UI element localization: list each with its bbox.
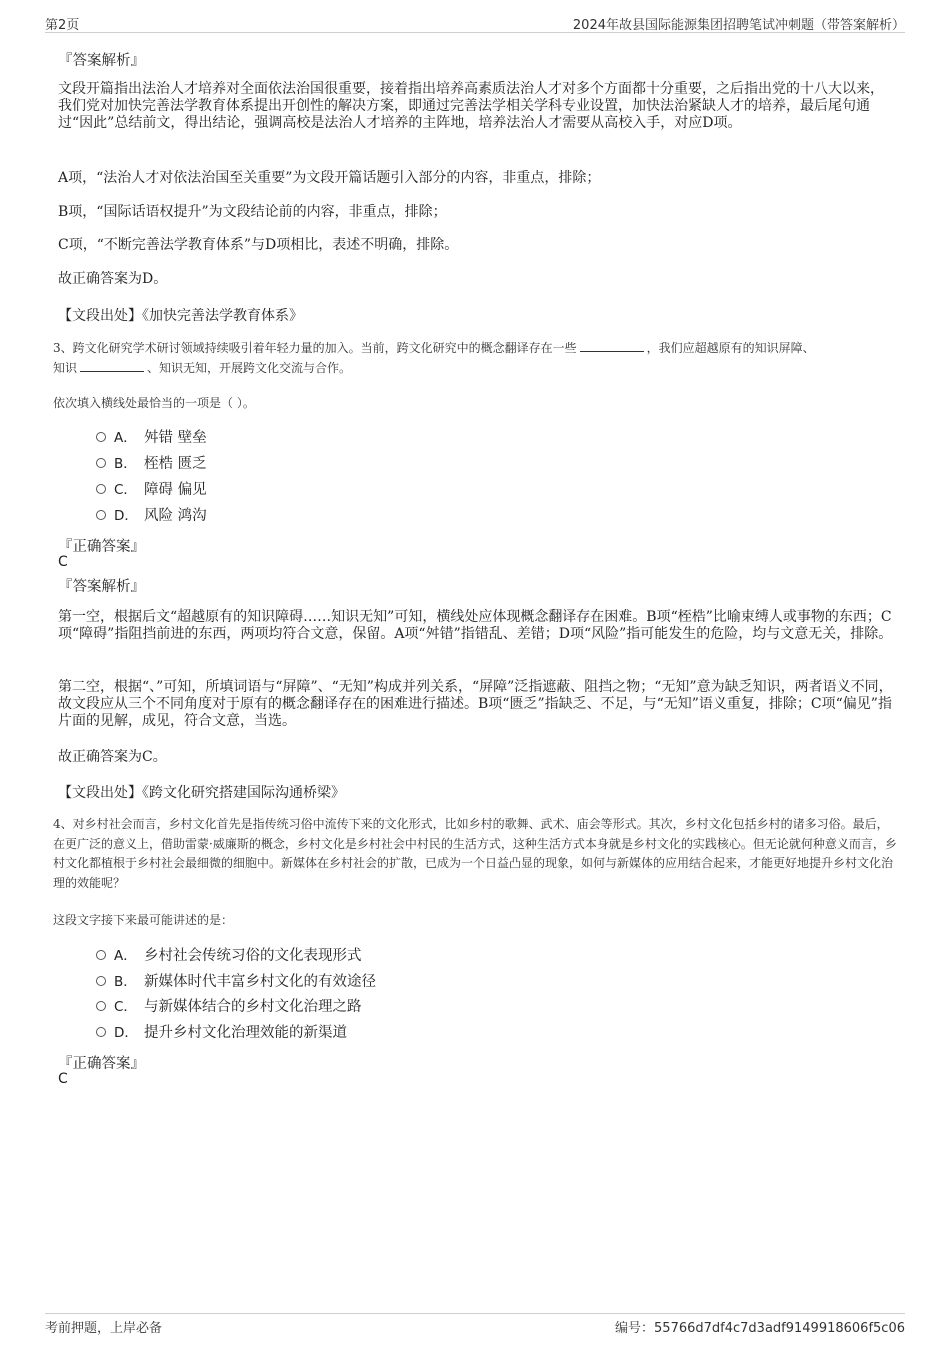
option-d[interactable]: D． 提升乡村文化治理效能的新渠道 (96, 1023, 347, 1043)
question-4-prompt: 这段文字接下来最可能讲述的是： (53, 913, 234, 927)
radio-button[interactable] (96, 432, 106, 442)
analysis-option-a: A项，“法治人才对依法治国至关重要”为文段开篇话题引入部分的内容，非重点，排除； (58, 170, 601, 186)
option-c[interactable]: C． 障碍 偏见 (96, 480, 207, 500)
question-4-stem: 4、对乡村社会而言，乡村文化首先是指传统习俗中流传下来的文化形式，比如乡村的歌舞、武术、庙会等形式。其次，乡村文化包括乡村的诸多习俗。最后，在更广泛的意义上，借助雷蒙·威廉斯的概念，乡村文化是乡村社会中村民的生活方式，这种生活方式本身就是乡村文化的实践核心。但无论就何种意义而言，乡村文化都植根于乡村社会最细微的细胞中。新媒体在乡村社会的扩散，已成为一个日益凸显的现象，如何与新媒体的应用结合起来，才能更好地提升乡村文化治理的效能呢？ (53, 817, 897, 890)
fill-blank (80, 360, 144, 372)
answer-heading: 『正确答案』 (58, 539, 145, 555)
analysis-paragraph: 第一空，根据后文“超越原有的知识障碍……知识无知”可知，横线处应体现概念翻译存在困难。B项“桎梏”比喻束缚人或事物的东西；C项“障碍”指阻挡前进的东西，两项均符合文意，保留。A项“舛错”指错乱、差错；D项“风险”指可能发生的危险，均与文意无关，排除。 (58, 609, 893, 642)
analysis-option-b: B项，“国际话语权提升”为文段结论前的内容，非重点，排除； (58, 204, 447, 220)
option-b[interactable]: B． 新媒体时代丰富乡村文化的有效途径 (96, 972, 376, 992)
page-header (45, 12, 905, 33)
radio-button[interactable] (96, 1027, 106, 1037)
analysis-heading: 『答案解析』 (58, 579, 145, 595)
question-3-stem: 3、跨文化研究学术研讨领域持续吸引着年轻力量的加入。当前，跨文化研究中的概念翻译存在一些 ，我们应超越原有的知识屏障、 知识 、知识无知，开展跨文化交流与合作。 (53, 341, 815, 375)
document-title: 2024年故县国际能源集团招聘笔试冲刺题（带答案解析） (572, 18, 905, 33)
correct-answer: C (58, 1071, 68, 1087)
radio-button[interactable] (96, 458, 106, 468)
question-3-prompt: 依次填入横线处最恰当的一项是（ ）。 (53, 396, 255, 410)
page-number: 第2页 (45, 18, 80, 33)
serial-number: 编号：55766d7df4c7d3adf9149918606f5c06 (615, 1321, 905, 1336)
answer-heading: 『正确答案』 (58, 1056, 145, 1072)
option-d[interactable]: D． 风险 鸿沟 (96, 506, 207, 526)
radio-button[interactable] (96, 950, 106, 960)
conclusion: 故正确答案为C。 (58, 749, 167, 765)
analysis-paragraph: 第二空，根据“、”可知，所填词语与“屏障”、“无知”构成并列关系，“屏障”泛指遮蔽、阻挡之物；“无知”意为缺乏知识，两者语义不同，故文段应从三个不同角度对于原有的概念翻译存在的困难进行描述。B项“匮乏”指缺乏、不足，与“无知”语义重复，排除；C项“偏见”指片面的见解，成见，符合文意，当选。 (58, 679, 893, 729)
passage-source: 【文段出处】《跨文化研究搭建国际沟通桥梁》 (58, 785, 345, 801)
page-footer (45, 1313, 905, 1334)
option-b[interactable]: B． 桎梏 匮乏 (96, 454, 207, 474)
radio-button[interactable] (96, 976, 106, 986)
fill-blank (580, 340, 644, 352)
passage-source: 【文段出处】《加快完善法学教育体系》 (58, 308, 303, 324)
radio-button[interactable] (96, 510, 106, 520)
option-c[interactable]: C． 与新媒体结合的乡村文化治理之路 (96, 997, 362, 1017)
option-a[interactable]: A． 乡村社会传统习俗的文化表现形式 (96, 946, 362, 966)
correct-answer: C (58, 554, 68, 570)
analysis-option-c: C项，“不断完善法学教育体系”与D项相比，表述不明确，排除。 (58, 237, 459, 253)
analysis-heading: 『答案解析』 (58, 53, 145, 69)
footer-slogan: 考前押题，上岸必备 (45, 1321, 163, 1336)
conclusion: 故正确答案为D。 (58, 271, 168, 287)
radio-button[interactable] (96, 1001, 106, 1011)
analysis-paragraph: 文段开篇指出法治人才培养对全面依法治国很重要，接着指出培养高素质法治人才对多个方面都十分重要，之后指出党的十八大以来，我们党对加快完善法学教育体系提出开创性的解决方案，即通过完善法学相关学科专业设置，加快法治紧缺人才的培养，最后尾句通过“因此”总结前文，得出结论，强调高校是法治人才培养的主阵地，培养法治人才需要从高校入手，对应D项。 (58, 81, 884, 131)
radio-button[interactable] (96, 484, 106, 494)
option-a[interactable]: A． 舛错 壁垒 (96, 428, 207, 448)
